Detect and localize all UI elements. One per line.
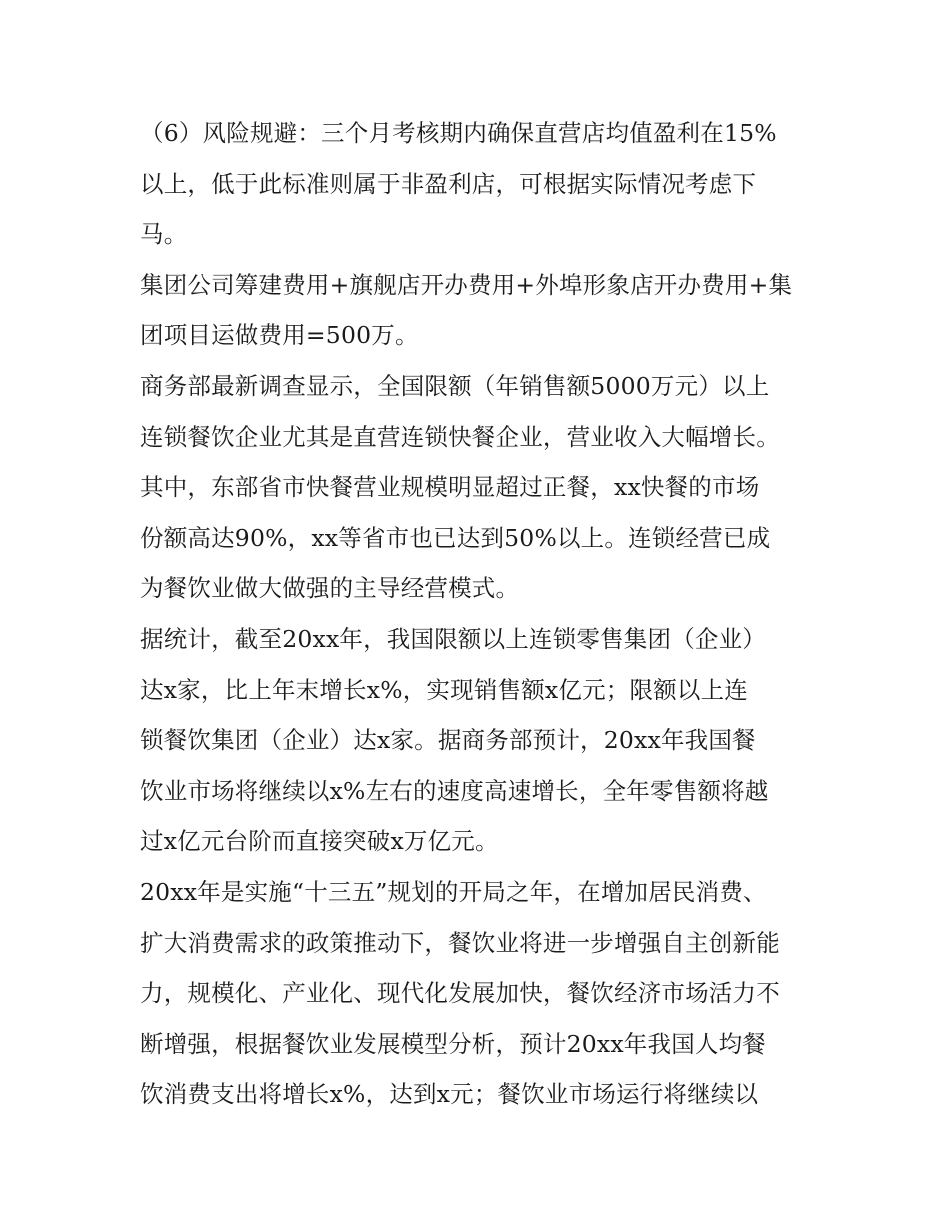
text-line: 饮业市场将继续以x%左右的速度高速增长，全年零售额将越 bbox=[140, 776, 769, 805]
paragraph-risk-avoidance bbox=[140, 108, 820, 260]
paragraph-survey bbox=[140, 361, 820, 614]
text-line: 扩大消费需求的政策推动下，餐饮业将进一步增强自主创新能 bbox=[140, 928, 780, 957]
paragraph-costs bbox=[140, 260, 820, 361]
paragraph-outlook bbox=[140, 867, 820, 1120]
text-line: 饮消费支出将增长x%，达到x元；餐饮业市场运行将继续以 bbox=[140, 1080, 759, 1109]
document-body bbox=[140, 108, 820, 1120]
text-line: 连锁餐饮企业尤其是直营连锁快餐企业，营业收入大幅增长。 bbox=[140, 422, 780, 451]
text-line: 断增强，根据餐饮业发展模型分析，预计20xx年我国人均餐 bbox=[140, 1029, 767, 1058]
text-line: 力，规模化、产业化、现代化发展加快，餐饮经济市场活力不 bbox=[140, 979, 780, 1008]
text-line: 达x家，比上年末增长x%，实现销售额x亿元；限额以上连 bbox=[140, 675, 748, 704]
text-line: 20xx年是实施“十三五”规划的开局之年，在增加居民消费、 bbox=[140, 877, 767, 906]
text-line: 锁餐饮集团（企业）达x家。据商务部预计，20xx年我国餐 bbox=[140, 726, 756, 755]
text-line: 马。 bbox=[140, 220, 188, 249]
text-line: 为餐饮业做大做强的主导经营模式。 bbox=[140, 574, 520, 603]
text-line: 商务部最新调查显示，全国限额（年销售额5000万元）以上 bbox=[140, 371, 770, 400]
text-line: 其中，东部省市快餐营业规模明显超过正餐，xx快餐的市场 bbox=[140, 473, 760, 502]
text-line: （6）风险规避：三个月考核期内确保直营店均值盈利在15% bbox=[140, 119, 777, 147]
text-line: 据统计，截至20xx年，我国限额以上连锁零售集团（企业） bbox=[140, 624, 767, 653]
text-line: 份额高达90%，xx等省市也已达到50%以上。连锁经营已成 bbox=[140, 523, 771, 552]
text-line: 过x亿元台阶而直接突破x万亿元。 bbox=[140, 827, 499, 856]
text-line: 团项目运做费用=500万。 bbox=[140, 321, 419, 350]
text-line: 以上，低于此标准则属于非盈利店，可根据实际情况考虑下 bbox=[140, 169, 757, 198]
text-line: 集团公司筹建费用+旗舰店开办费用+外埠形象店开办费用+集 bbox=[140, 270, 793, 299]
paragraph-statistics bbox=[140, 614, 820, 867]
